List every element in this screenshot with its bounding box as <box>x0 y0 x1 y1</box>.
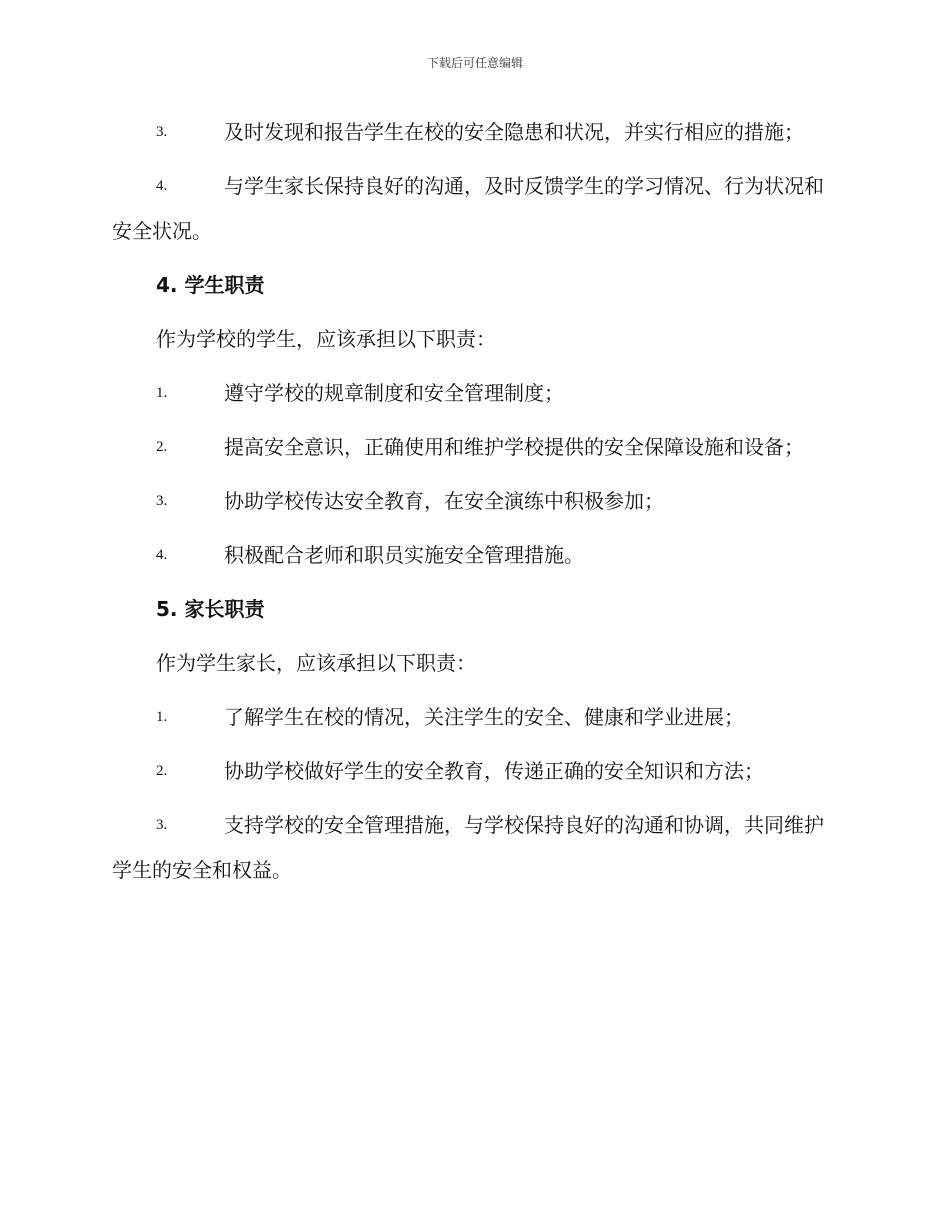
list-text: 提高安全意识，正确使用和维护学校提供的安全保障设施和设备； <box>224 435 804 459</box>
list-item <box>112 533 842 578</box>
list-number: 4. <box>156 178 168 194</box>
list-text: 及时发现和报告学生在校的安全隐患和状况，并实行相应的措施； <box>224 120 804 144</box>
list-text: 遵守学校的规章制度和安全管理制度； <box>224 381 564 405</box>
list-item <box>112 695 842 740</box>
list-item <box>112 749 842 794</box>
list-text: 协助学校做好学生的安全教育，传递正确的安全知识和方法； <box>224 759 764 783</box>
list-item <box>112 371 842 416</box>
list-number: 3. <box>156 124 168 140</box>
list-item <box>112 425 842 470</box>
list-number: 2. <box>156 763 168 779</box>
list-number: 1. <box>156 709 168 725</box>
list-number: 1. <box>156 385 168 401</box>
list-item <box>112 164 842 254</box>
list-number: 4. <box>156 547 168 563</box>
list-item <box>112 110 842 155</box>
list-number: 3. <box>156 817 168 833</box>
section-intro: 作为学校的学生，应该承担以下职责： <box>156 327 496 351</box>
page-header: 下载后可任意编辑 <box>426 56 523 70</box>
list-text: 协助学校传达安全教育，在安全演练中积极参加； <box>224 489 664 513</box>
list-text: 支持学校的安全管理措施，与学校保持良好的沟通和协调，共同维护学生的安全和权益。 <box>112 813 824 882</box>
list-text: 积极配合老师和职员实施安全管理措施。 <box>224 543 584 567</box>
document-body <box>112 110 842 902</box>
list-number: 3. <box>156 493 168 509</box>
section-heading-students: 4. 学生职责 <box>156 273 265 297</box>
list-text: 与学生家长保持良好的沟通，及时反馈学生的学习情况、行为状况和安全状况。 <box>112 174 824 243</box>
list-number: 2. <box>156 439 168 455</box>
list-item <box>112 803 842 893</box>
list-item <box>112 479 842 524</box>
list-text: 了解学生在校的情况，关注学生的安全、健康和学业进展； <box>224 705 744 729</box>
section-intro: 作为学生家长，应该承担以下职责： <box>156 651 476 675</box>
section-heading-parents: 5. 家长职责 <box>156 597 265 621</box>
